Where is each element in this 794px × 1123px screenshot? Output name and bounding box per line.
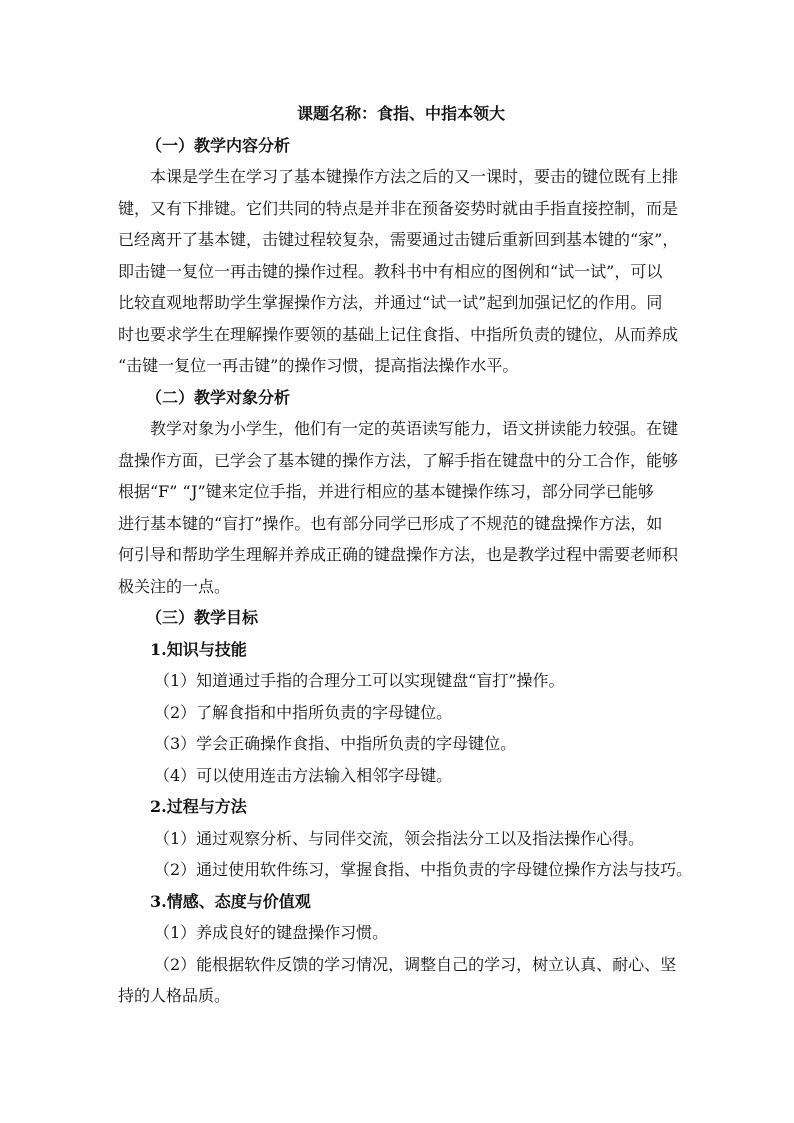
- list-item: （3）学会正确操作食指、中指所负责的字母键位。: [154, 734, 517, 753]
- list-item: （2）了解食指和中指所负责的字母键位。: [154, 702, 453, 722]
- paragraph-line: 已经离开了基本键，击键过程较复杂，需要通过击键后重新回到基本键的“家”，: [118, 230, 679, 249]
- paragraph-line: 比较直观地帮助学生掌握操作方法，并通过“试一试”起到加强记忆的作用。同: [118, 293, 663, 312]
- paragraph-line: 教学对象为小学生，他们有一定的英语读写能力，语文拼读能力较强。在键: [150, 419, 679, 438]
- list-item: （2）通过使用软件练习，掌握食指、中指负责的字母键位操作方法与技巧。: [154, 860, 693, 879]
- list-item: （2）能根据软件反馈的学习情况，调整自己的学习，树立认真、耐心、坚: [154, 954, 677, 974]
- subheading-knowledge-skills: 1.知识与技能: [150, 639, 247, 659]
- subheading-attitude-values: 3.情感、态度与价值观: [150, 891, 311, 911]
- section-heading-teaching-goals: （三）教学目标: [146, 608, 259, 627]
- page-title: 课题名称：食指、中指本领大: [296, 104, 505, 123]
- list-item: （4）可以使用连击方法输入相邻字母键。: [154, 765, 453, 785]
- list-item: （1）通过观察分析、与同伴交流，领会指法分工以及指法操作心得。: [154, 828, 645, 848]
- section-heading-content-analysis: （一）教学内容分析: [146, 135, 291, 155]
- section-heading-object-analysis: （二）教学对象分析: [146, 387, 291, 407]
- paragraph-line: 进行基本键的“盲打”操作。也有部分同学已形成了不规范的键盘操作方法，如: [118, 513, 663, 533]
- list-item: （1）知道通过手指的合理分工可以实现键盘“盲打”操作。: [154, 671, 565, 690]
- paragraph-line: 即击键一复位一再击键的操作过程。教科书中有相应的图例和“试一试”，可以: [118, 261, 663, 281]
- list-item: （1）养成良好的键盘操作习惯。: [154, 923, 389, 942]
- paragraph-line: 何引导和帮助学生理解并养成正确的键盘操作方法，也是教学过程中需要老师积: [118, 545, 679, 564]
- list-item-continuation: 持的人格品质。: [118, 986, 231, 1005]
- paragraph-line: 键，又有下排键。它们共同的特点是并非在预备姿势时就由手指直接控制，而是: [118, 198, 679, 218]
- paragraph-line: 时也要求学生在理解操作要领的基础上记住食指、中指所负责的键位，从而养成: [118, 324, 679, 344]
- paragraph-line: 本课是学生在学习了基本键操作方法之后的又一课时，要击的键位既有上排: [150, 167, 679, 186]
- paragraph-line: “击键一复位一再击键”的操作习惯，提高指法操作水平。: [118, 356, 519, 375]
- paragraph-line: 盘操作方面，已学会了基本键的操作方法，了解手指在键盘中的分工合作，能够: [118, 450, 679, 470]
- paragraph-line: 根据“F” “J”键来定位手指，并进行相应的基本键操作练习，部分同学已能够: [118, 482, 654, 501]
- paragraph-line: 极关注的一点。: [118, 576, 231, 596]
- document-body: [118, 98, 693, 1012]
- subheading-process-method: 2.过程与方法: [150, 797, 247, 816]
